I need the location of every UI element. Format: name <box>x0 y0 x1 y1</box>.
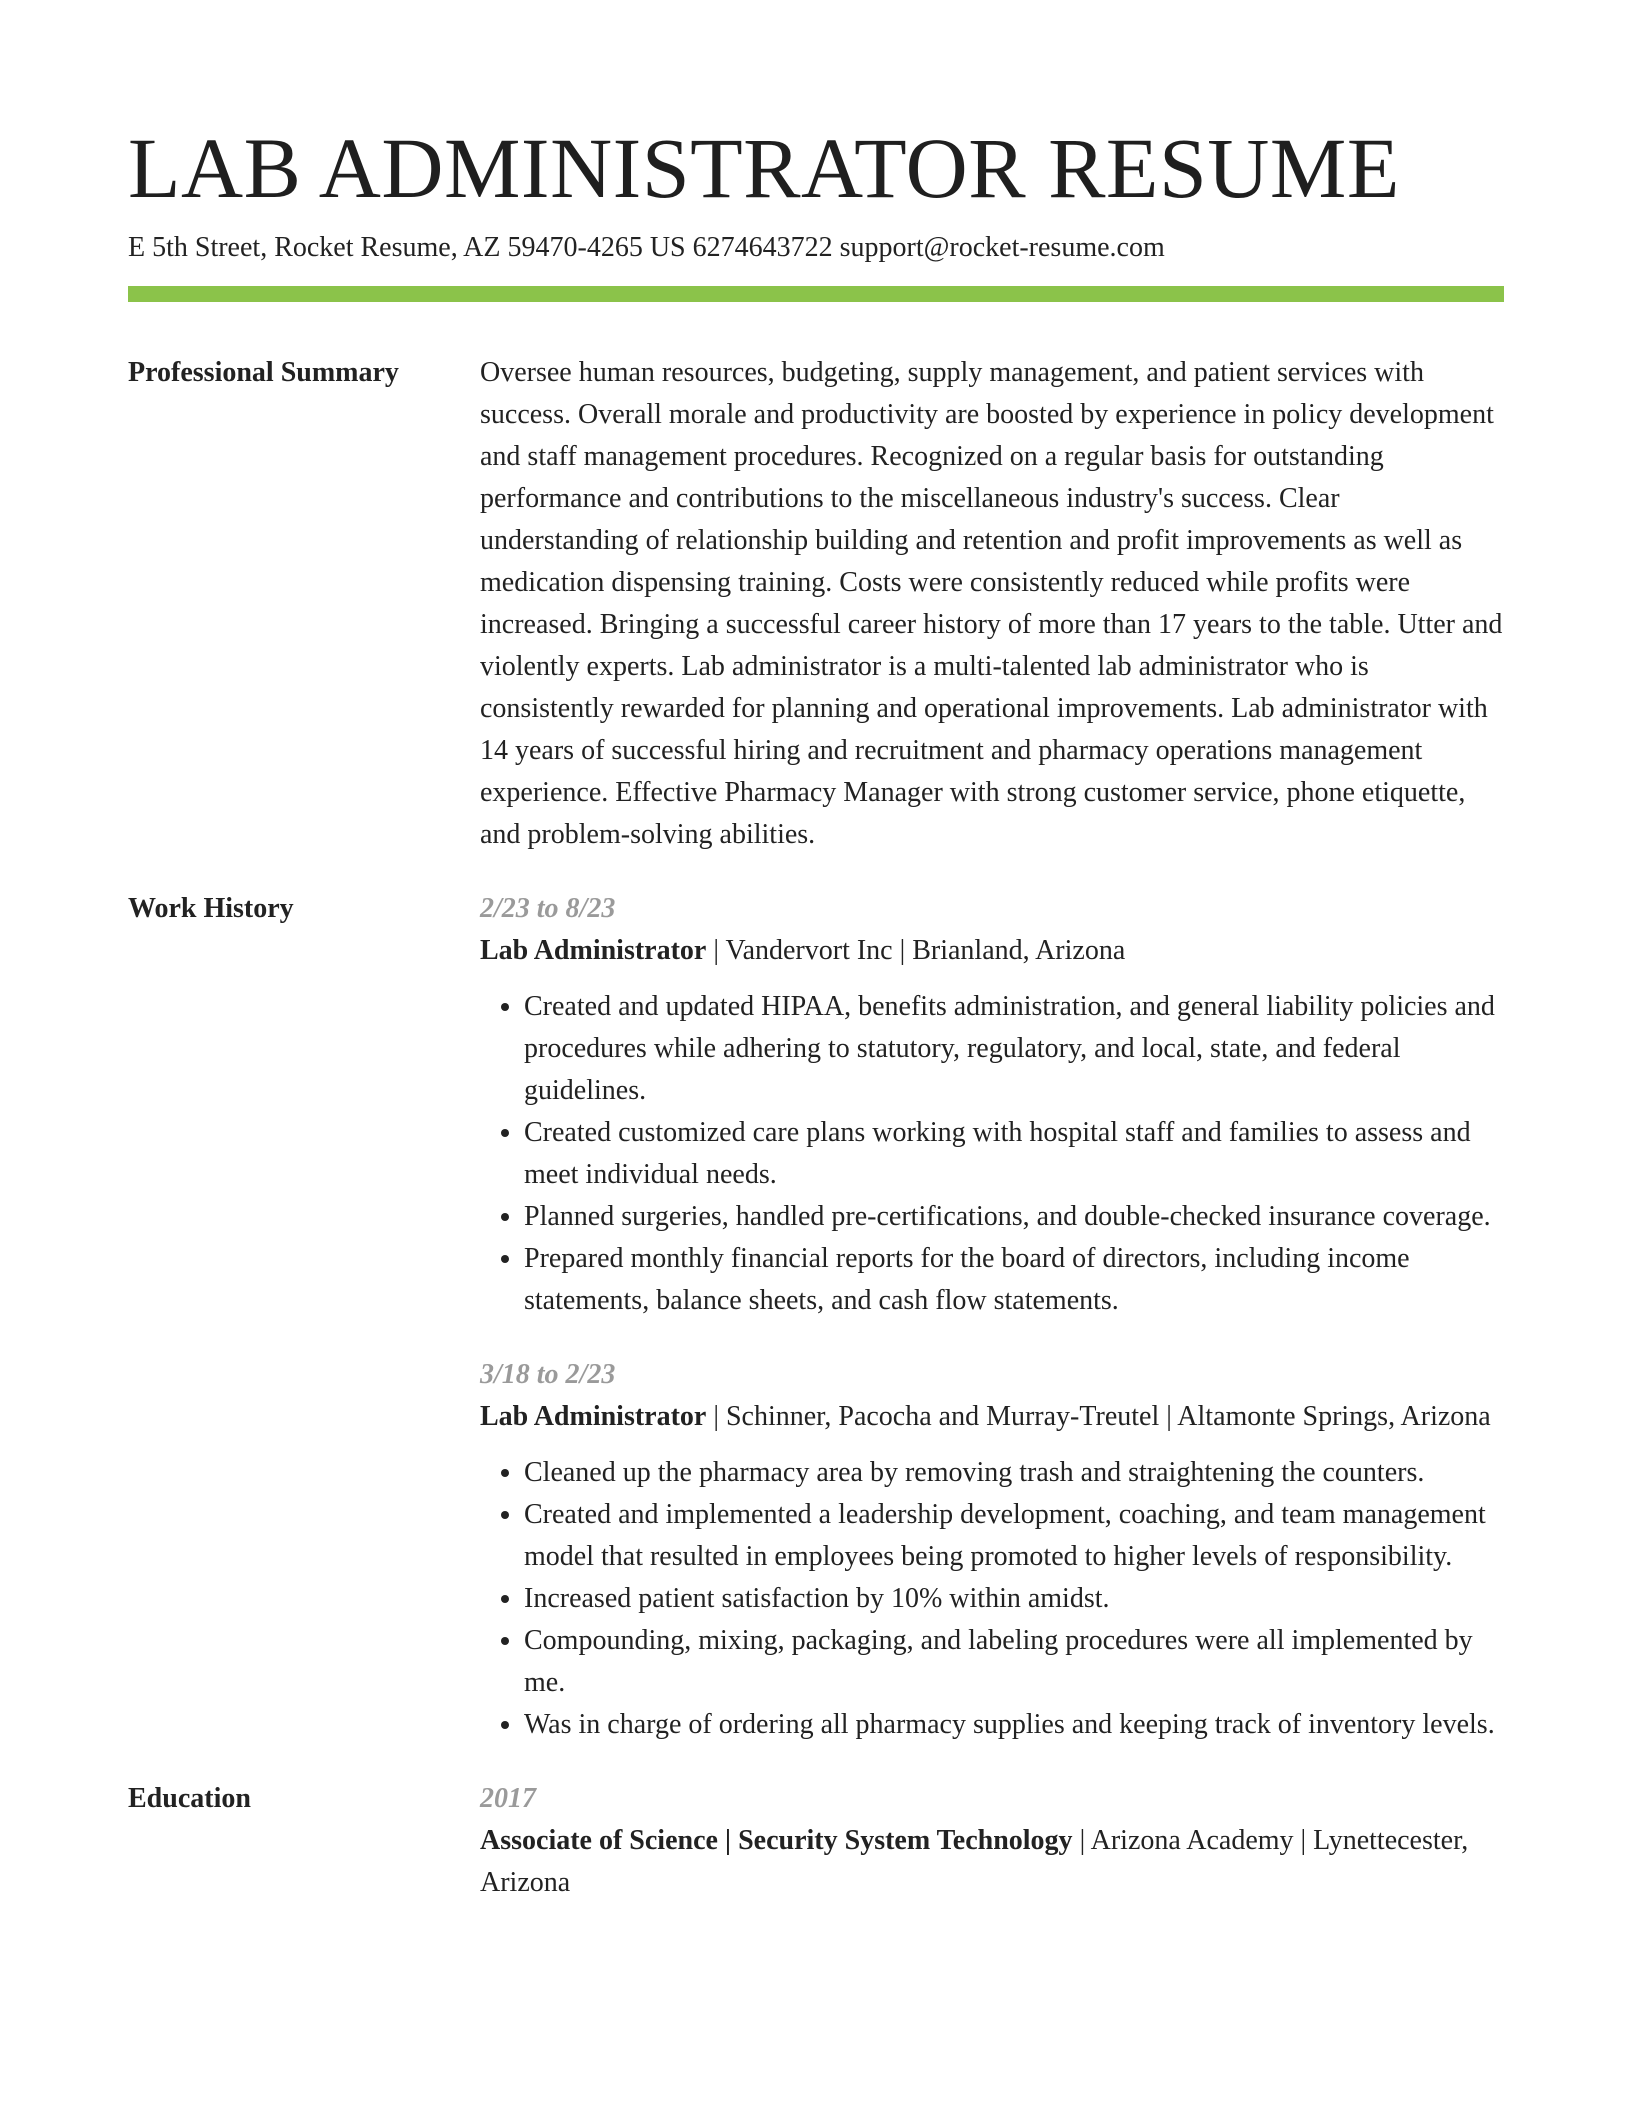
job-title: Lab Administrator <box>480 935 707 966</box>
job-bullets <box>480 1452 1504 1746</box>
education-section <box>128 1778 1504 1904</box>
job-details: | Vandervort Inc | Brianland, Arizona <box>706 935 1126 966</box>
bullet-item: • Was in charge of ordering all pharmacy supplies and keeping track of inventory levels. <box>524 1704 1504 1746</box>
bullet-item: • Created customized care plans working with hospital staff and families to assess and meet individual needs. <box>524 1112 1504 1196</box>
work-history-body <box>480 888 1504 1746</box>
bullet-item: • Compounding, mixing, packaging, and labeling procedures were all implemented by me. <box>524 1620 1504 1704</box>
job-dates: 2/23 to 8/23 <box>480 893 616 924</box>
bullet-item: • Cleaned up the pharmacy area by removing trash and straightening the counters. <box>524 1452 1504 1494</box>
job-bullets <box>480 986 1504 1322</box>
bullet-item: • Created and updated HIPAA, benefits administration, and general liability policies and procedures while adhering to statutory, regulatory, and local, state, and federal guidelines. <box>524 986 1504 1112</box>
section-label-work: Work History <box>128 893 294 924</box>
contact-line: E 5th Street, Rocket Resume, AZ 59470-4265 US 6274643722 support@rocket-resume.com <box>128 232 1165 263</box>
work-history-section <box>128 888 1504 1746</box>
section-label-summary: Professional Summary <box>128 357 399 388</box>
page-title: LAB ADMINISTRATOR RESUME <box>128 120 1400 216</box>
summary-text: Oversee human resources, budgeting, supply management, and patient services with success. Overall morale and productivity are boosted by experience in policy development and staff management procedures. Recognized on a regular basis for outstanding performance and contributions to the miscellaneous industry's success. Clear understanding of relationship building and retention and profit improvements as well as medication dispensing training. Costs were consistently reduced while profits were increased. Bringing a successful career history of more than 17 years to the table. Utter and violently experts. Lab administrator is a multi-talented lab administrator who is consistently rewarded for planning and operational improvements. Lab administrator with 14 years of successful hiring and recruitment and pharmacy operations management experience. Effective Pharmacy Manager with strong customer service, phone etiquette, and problem-solving abilities. <box>480 357 1503 850</box>
education-details: | Arizona Academy | Lynettecester, Arizona <box>480 1825 1469 1898</box>
education-degree: Associate of Science | Security System Technology <box>480 1825 1073 1856</box>
bullet-item: • Planned surgeries, handled pre-certifications, and double-checked insurance coverage. <box>524 1196 1504 1238</box>
job-heading <box>480 1396 1504 1438</box>
bullet-item: • Prepared monthly financial reports for the board of directors, including income statements, balance sheets, and cash flow statements. <box>524 1238 1504 1322</box>
education-heading <box>480 1820 1504 1904</box>
job-dates: 3/18 to 2/23 <box>480 1359 616 1390</box>
job-title: Lab Administrator <box>480 1401 707 1432</box>
section-label-education: Education <box>128 1783 251 1814</box>
education-year: 2017 <box>480 1783 536 1814</box>
bullet-item: • Increased patient satisfaction by 10% within amidst. <box>524 1578 1504 1620</box>
bullet-item: • Created and implemented a leadership development, coaching, and team management model that resulted in employees being promoted to higher levels of responsibility. <box>524 1494 1504 1578</box>
job-details: | Schinner, Pacocha and Murray-Treutel | Altamonte Springs, Arizona <box>706 1401 1491 1432</box>
summary-section <box>128 352 1504 856</box>
job-heading <box>480 930 1504 972</box>
job-entry <box>480 888 1504 1322</box>
job-entry <box>480 1354 1504 1746</box>
education-body <box>480 1778 1504 1904</box>
accent-divider <box>128 286 1504 302</box>
resume-page <box>128 118 1504 1904</box>
